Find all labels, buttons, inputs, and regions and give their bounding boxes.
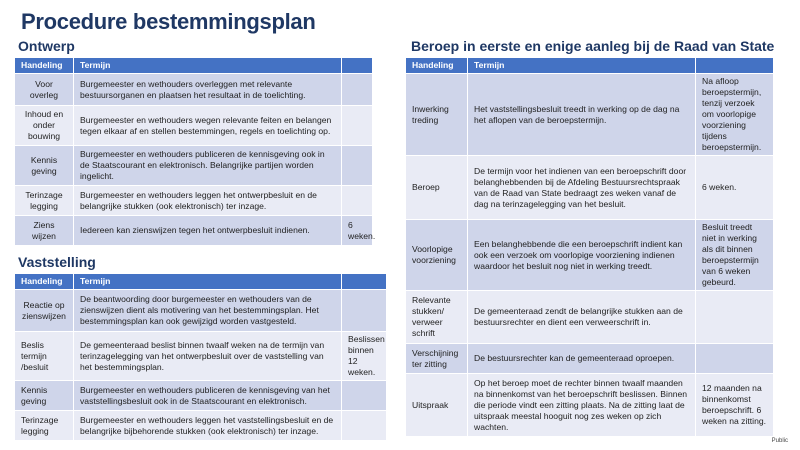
handeling-cell: Verschijning ter zitting <box>406 344 468 374</box>
extra-cell <box>342 381 387 411</box>
handeling-cell: Beroep <box>406 156 468 220</box>
table-row <box>15 74 373 106</box>
beroep-table <box>405 57 774 437</box>
column-header-extra <box>696 58 774 74</box>
table-row <box>15 332 387 381</box>
table-row <box>406 374 774 437</box>
handeling-cell: Uitspraak <box>406 374 468 437</box>
section-title-vaststelling: Vaststelling <box>18 254 96 270</box>
column-header-extra <box>342 274 387 290</box>
handeling-cell: Relevante stukken/ verweer schrift <box>406 291 468 344</box>
handeling-cell: Beslis termijn /besluit <box>15 332 74 381</box>
column-header-handeling: Handeling <box>406 58 468 74</box>
extra-cell <box>342 186 373 216</box>
extra-cell: Beslissen binnen 12 weken. <box>342 332 387 381</box>
table-row <box>15 411 387 441</box>
handeling-cell: Terinzage legging <box>15 411 74 441</box>
termijn-cell: Burgemeester en wethouders overleggen met relevante bestuursorganen en plaatsen het resultaat in de toelichting. <box>74 74 342 106</box>
handeling-cell: Reactie op zienswijzen <box>15 290 74 332</box>
column-header-handeling: Handeling <box>15 58 74 74</box>
table-header-row <box>406 58 774 74</box>
extra-cell <box>342 411 387 441</box>
handeling-cell: Kennis geving <box>15 146 74 186</box>
section-title-beroep: Beroep in eerste en enige aanleg bij de Raad van State <box>411 38 775 54</box>
termijn-cell: Burgemeester en wethouders leggen het ontwerpbesluit en de belangrijke stukken (ook elektronisch) ter inzage. <box>74 186 342 216</box>
handeling-cell: Voorlopige voorziening <box>406 220 468 291</box>
table-row <box>15 186 373 216</box>
termijn-cell: Het vaststellingsbesluit treedt in werking op de dag na het aflopen van de beroepstermijn. <box>468 74 696 156</box>
extra-cell <box>342 146 373 186</box>
extra-cell: Besluit treedt niet in werking als dit binnen beroepstermijn van 6 weken gebeurd. <box>696 220 774 291</box>
column-header-termijn: Termijn <box>468 58 696 74</box>
column-header-handeling: Handeling <box>15 274 74 290</box>
termijn-cell: Op het beroep moet de rechter binnen twaalf maanden na binnenkomst van het beroepschrift beslissen. Binnen die periode vindt een zitting plaats. Na de zitting laat de uitspraak meestal hooguit nog zes weken op zich wachten. <box>468 374 696 437</box>
handeling-cell: Terinzage legging <box>15 186 74 216</box>
handeling-cell: Voor overleg <box>15 74 74 106</box>
column-header-termijn: Termijn <box>74 58 342 74</box>
table-row <box>15 146 373 186</box>
table-row <box>406 74 774 156</box>
termijn-cell: De gemeenteraad beslist binnen twaalf weken na de termijn van terinzagelegging van het ontwerpbesluit over de vaststelling van het bestemmingsplan. <box>74 332 342 381</box>
extra-cell: 12 maanden na binnenkomst beroepschrift. 6 weken na zitting. <box>696 374 774 437</box>
column-header-termijn: Termijn <box>74 274 342 290</box>
termijn-cell: De bestuursrechter kan de gemeenteraad oproepen. <box>468 344 696 374</box>
table-header-row <box>15 58 373 74</box>
table-row <box>15 106 373 146</box>
extra-cell: 6 weken. <box>696 156 774 220</box>
column-header-extra <box>342 58 373 74</box>
extra-cell <box>696 291 774 344</box>
table-row <box>406 344 774 374</box>
termijn-cell: De beantwoording door burgemeester en wethouders van de zienswijzen dient als motivering van het bestemmingsplan. Het bestemmingsplan kan ook gewijzigd worden vastgesteld. <box>74 290 342 332</box>
termijn-cell: Iedereen kan zienswijzen tegen het ontwerpbesluit indienen. <box>74 216 342 246</box>
extra-cell <box>342 290 387 332</box>
termijn-cell: Burgemeester en wethouders leggen het vaststellingsbesluit en de belangrijke bijbehorende stukken (ook elektronisch) ter inzage. <box>74 411 342 441</box>
handeling-cell: Inwerking treding <box>406 74 468 156</box>
termijn-cell: Burgemeester en wethouders wegen relevante feiten en belangen tegen elkaar af en stellen bestemmingen, regels en toelichting op. <box>74 106 342 146</box>
table-row <box>15 381 387 411</box>
page-title: Procedure bestemmingsplan <box>21 9 316 34</box>
vaststelling-table <box>14 273 387 441</box>
handeling-cell: Inhoud en onder bouwing <box>15 106 74 146</box>
ontwerp-table <box>14 57 376 246</box>
termijn-cell: De gemeenteraad zendt de belangrijke stukken aan de bestuursrechter en dient een verweerschrift in. <box>468 291 696 344</box>
classification-label: Public <box>771 438 788 444</box>
termijn-cell: Burgemeester en wethouders publiceren de kennisgeving van het vaststellingsbesluit ook in de Staatscourant en elektronisch. <box>74 381 342 411</box>
table-row <box>15 216 373 246</box>
extra-cell <box>342 106 373 146</box>
termijn-cell: Een belanghebbende die een beroepschrift indient kan ook een verzoek om voorlopige voorziening indienen waardoor het besluit nog niet in werking treedt. <box>468 220 696 291</box>
table-header-row <box>15 274 387 290</box>
extra-cell <box>342 74 373 106</box>
extra-cell: Na afloop beroepstermijn, tenzij verzoek om voorlopige voorziening tijdens beroepstermijn. <box>696 74 774 156</box>
table-row <box>406 291 774 344</box>
extra-cell <box>696 344 774 374</box>
handeling-cell: Kennis geving <box>15 381 74 411</box>
extra-cell: 6 weken. <box>342 216 373 246</box>
termijn-cell: Burgemeester en wethouders publiceren de kennisgeving ook in de Staatscourant en elektronisch. Belangrijke partijen worden ingelicht. <box>74 146 342 186</box>
table-row <box>15 290 387 332</box>
termijn-cell: De termijn voor het indienen van een beroepschrift door belanghebbenden bij de Afdeling Bestuursrechtspraak van de Raad van State bedraagt zes weken vanaf de dag na terinzagelegging van het besluit. <box>468 156 696 220</box>
table-row <box>406 220 774 291</box>
handeling-cell: Ziens wijzen <box>15 216 74 246</box>
table-row <box>406 156 774 220</box>
section-title-ontwerp: Ontwerp <box>18 38 75 54</box>
